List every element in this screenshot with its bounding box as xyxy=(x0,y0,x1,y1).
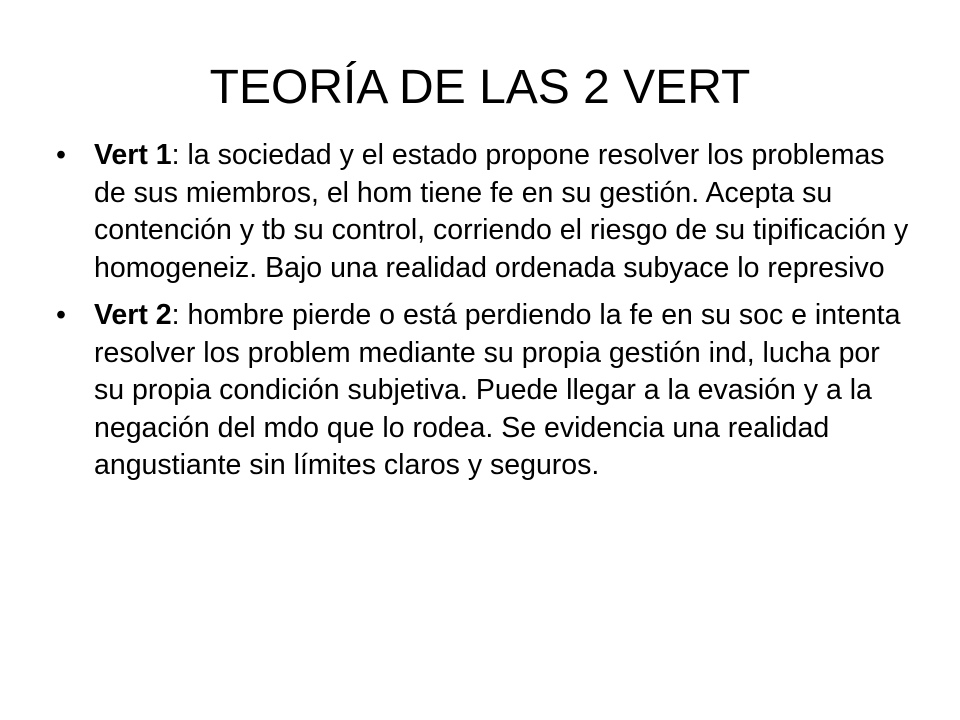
bullet-item-vert-2 xyxy=(56,297,916,485)
bullet-icon: • xyxy=(56,139,66,171)
bullet-body xyxy=(94,297,916,485)
bullet-body xyxy=(94,137,916,287)
slide-title: TEORÍA DE LAS 2 VERT xyxy=(209,61,751,114)
bullet-label: Vert 2 xyxy=(94,299,172,331)
bullet-text: : la sociedad y el estado propone resolver los problemas de sus miembros, el hom tiene fe en su gestión. Acepta su contención y tb su control, corriendo el riesgo de su tipificación y homogeneiz. Bajo una realidad ordenada subyace lo represivo xyxy=(94,139,909,284)
bullet-label: Vert 1 xyxy=(94,139,172,171)
bullet-list xyxy=(56,137,916,495)
bullet-item-vert-1 xyxy=(56,137,916,287)
bullet-icon: • xyxy=(56,299,66,331)
bullet-text: : hombre pierde o está perdiendo la fe en su soc e intenta resolver los problem mediante su propia gestión ind, lucha por su propia condición subjetiva. Puede llegar a la evasión y a la negación del mdo que lo rodea. Se evidencia una realidad angustiante sin límites claros y seguros. xyxy=(94,299,901,481)
